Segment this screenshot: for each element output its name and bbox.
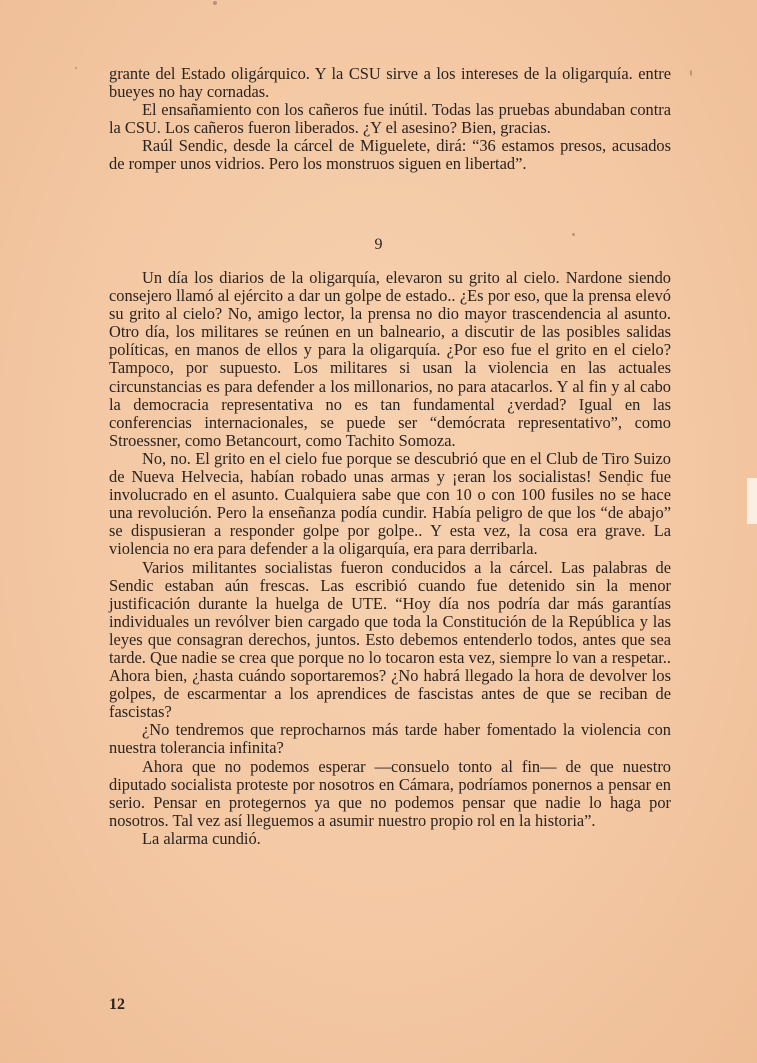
paragraph: Un día los diarios de la oligarquía, elevaron su grito al cielo. Nardone siendo consejero llamó al ejército a dar un golpe de estado.. ¿Es por eso, que la prensa elevó su grito al cielo? No, amigo lector, la prensa no dio mayor trascendencia al asunto. Otro día, los militares se reúnen en un balneario, a discutir de las posibles salidas políticas, en manos de ellos y para la oligarquía. ¿Por eso fue el grito en el cielo? Tampoco, por supuesto. Los militares si usan la violencia en las actuales circunstancias es para defender a los millonarios, no para atacarlos. Y al fin y al cabo la democracia representativa no es tan fundamental ¿verdad? Igual en las conferencias internacionales, se puede ser “demócrata representativo”, como Stroessner, como Betancourt, como Tachito Somoza.	[109, 268, 671, 450]
paragraph: No, no. El grito en el cielo fue porque se descubrió que en el Club de Tiro Suizo de Nueva Helvecia, habían robado unas armas y ¡eran los socialistas! Sendic fue involucrado en el asunto. Cualquiera sabe que con 10 o con 100 fusiles no se hace una revolución. Pero la enseñanza podía cundir. Había peligro de que los “de abajo” se dispusieran a responder golpe por golpe.. Y esta vez, la cosa era grave. La violencia no era para defender a la oligarquía, era para derribarla.	[109, 448, 671, 559]
page-number: 12	[109, 996, 125, 1013]
page-edge-highlight	[747, 478, 757, 524]
section-number: 9	[374, 236, 383, 253]
paragraph: grante del Estado oligárquico. Y la CSU sirve a los intereses de la oligarquía. entre bueyes no hay cornadas.	[109, 64, 671, 102]
paragraph: Ahora que no podemos esperar —consuelo tonto al fin— de que nuestro diputado socialista proteste por nosotros en Cámara, podríamos ponernos a pensar en serio. Pensar en protegernos ya que no podemos pensar que nadie lo haga por nosotros. Tal vez así lleguemos a asumir nuestro propio rol en la historia”.	[109, 756, 671, 830]
paragraph: ¿No tendremos que reprocharnos más tarde haber fomentado la violencia con nuestra tolerancia infinita?	[109, 720, 671, 758]
ink-speck	[690, 70, 692, 76]
paragraph: Varios militantes socialistas fueron conducidos a la cárcel. Las palabras de Sendic estaban aún frescas. Las escribió cuando fue detenido sin la menor justificación durante la huelga de UTE. “Hoy día nos podría dar más garantías individuales un revólver bien cargado que toda la Constitución de la República y las leyes que consagran derechos, juntos. Esto debemos entenderlo todos, antes que sea tarde. Que nadie se crea que porque no lo tocaron esta vez, siempre lo van a respetar.. Ahora bien, ¿hasta cuándo soportaremos? ¿No habrá llegado la hora de devolver los golpes, de escarmentar a los aprendices de fascistas antes de que se reciban de fascistas?	[109, 557, 671, 722]
ink-speck	[75, 67, 77, 69]
ink-speck	[213, 1, 217, 5]
main-text-block	[109, 269, 671, 848]
paragraph: Raúl Sendic, desde la cárcel de Miguelete, dirá: “36 estamos presos, acusados de romper unos vidrios. Pero los monstruos siguen en libertad”.	[109, 136, 671, 174]
top-text-block	[109, 65, 671, 174]
paragraph: El ensañamiento con los cañeros fue inútil. Todas las pruebas abundaban contra la CSU. Los cañeros fueron liberados. ¿Y el asesino? Bien, gracias.	[109, 100, 671, 138]
paragraph: La alarma cundió.	[142, 828, 261, 848]
